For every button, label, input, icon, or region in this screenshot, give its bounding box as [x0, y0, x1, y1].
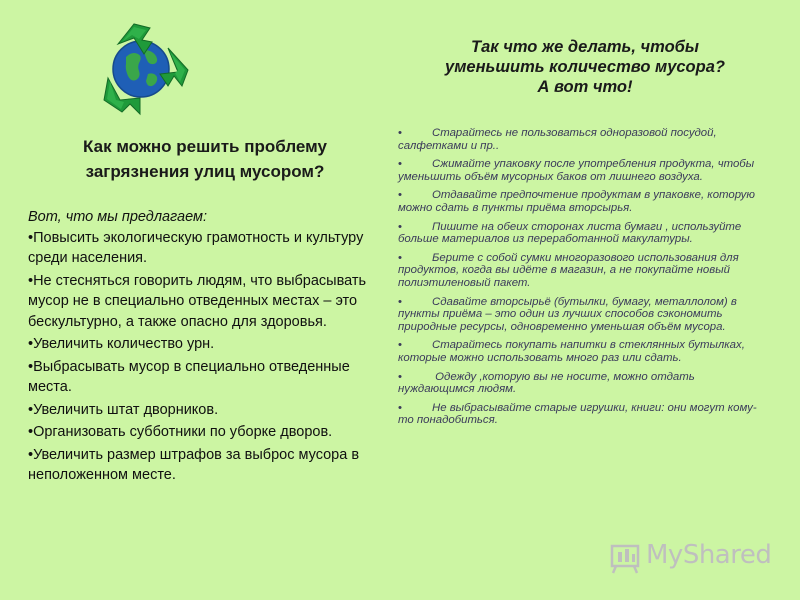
list-item-text: Старайтесь не пользоваться одноразовой посудой, салфетками и пр..: [398, 127, 717, 152]
list-item: • Не стесняться говорить людям, что выбрасывать мусор не в специально отведенных местах – это бескультурно, а также опасно для здоровья.: [28, 271, 378, 333]
list-item: [398, 371, 770, 396]
list-item-text: Не выбрасывайте старые игрушки, книги: они могут кому-то понадобиться.: [398, 401, 757, 427]
list-item: • Выбрасывать мусор в специально отведенные места.: [28, 357, 378, 398]
list-item: • Увеличить количество урн.: [28, 334, 378, 355]
list-item: [398, 296, 770, 334]
left-body: [28, 207, 378, 488]
list-item: • Увеличить размер штрафов за выброс мусора в неположенном месте.: [28, 445, 378, 486]
watermark[interactable]: [606, 536, 776, 576]
myshared-logo-icon: [606, 536, 646, 576]
right-title-line: А вот что!: [537, 78, 633, 96]
bullet: •: [398, 127, 402, 139]
list-item-text: Сжимайте упаковку после употребления продукта, чтобы уменьшить объём мусорных баков от лишнего воздуха.: [398, 158, 755, 183]
left-list: [28, 228, 378, 486]
list-item-text: Отдавайте предпочтение продуктам в упаковке, которую можно сдать в пункты приёма вторсырья.: [398, 189, 755, 214]
bullet: •: [398, 339, 402, 352]
bullet: •: [398, 189, 402, 202]
list-item: • Организовать субботники по уборке дворов.: [28, 422, 378, 443]
bullet: •: [398, 401, 402, 414]
list-item: [398, 402, 770, 427]
bullet: •: [398, 158, 402, 171]
right-title: [400, 37, 770, 97]
right-title-line: уменьшить количество мусора?: [445, 58, 725, 76]
right-title-line: Так что же делать, чтобы: [471, 38, 699, 56]
bullet: •: [398, 251, 402, 264]
bullet: •: [398, 370, 402, 383]
list-item: • Повысить экологическую грамотность и культуру среди населения.: [28, 228, 378, 269]
watermark-text: MyShared: [646, 540, 772, 570]
list-item-text: Сдавайте вторсырьё (бутылки, бумагу, металлолом) в пункты приёма – это один из лучших способов сэкономить природные ресурсы, одновременно уменьшая объём мусора.: [398, 295, 737, 333]
bullet: •: [398, 220, 402, 233]
bullet: •: [398, 295, 402, 308]
list-item-text: Берите с собой сумки многоразового использования для продуктов, когда вы идёте в магазин, а не покупайте новый полиэтиленовый пакет.: [398, 251, 739, 289]
list-item-text: Одежду ,которую вы не носите, можно отдать нуждающимся людям.: [398, 370, 695, 396]
list-item: [398, 127, 770, 152]
left-intro: Вот, что мы предлагаем:: [28, 209, 207, 225]
recycling-globe-icon: [86, 14, 196, 124]
list-item-text: Старайтесь покупать напитки в стеклянных бутылках, которые можно использовать много раз или сдать.: [398, 339, 745, 364]
right-list: [398, 127, 770, 433]
list-item: [398, 339, 770, 364]
left-title: Как можно решить проблему загрязнения улиц мусором?: [83, 137, 327, 181]
list-item: • Увеличить штат дворников.: [28, 400, 378, 421]
list-item: [398, 189, 770, 214]
list-item: [398, 252, 770, 290]
list-item: [398, 221, 770, 246]
list-item: [398, 158, 770, 183]
list-item-text: Пишите на обеих сторонах листа бумаги , используйте больше материалов из переработанной макулатуры.: [398, 220, 742, 246]
